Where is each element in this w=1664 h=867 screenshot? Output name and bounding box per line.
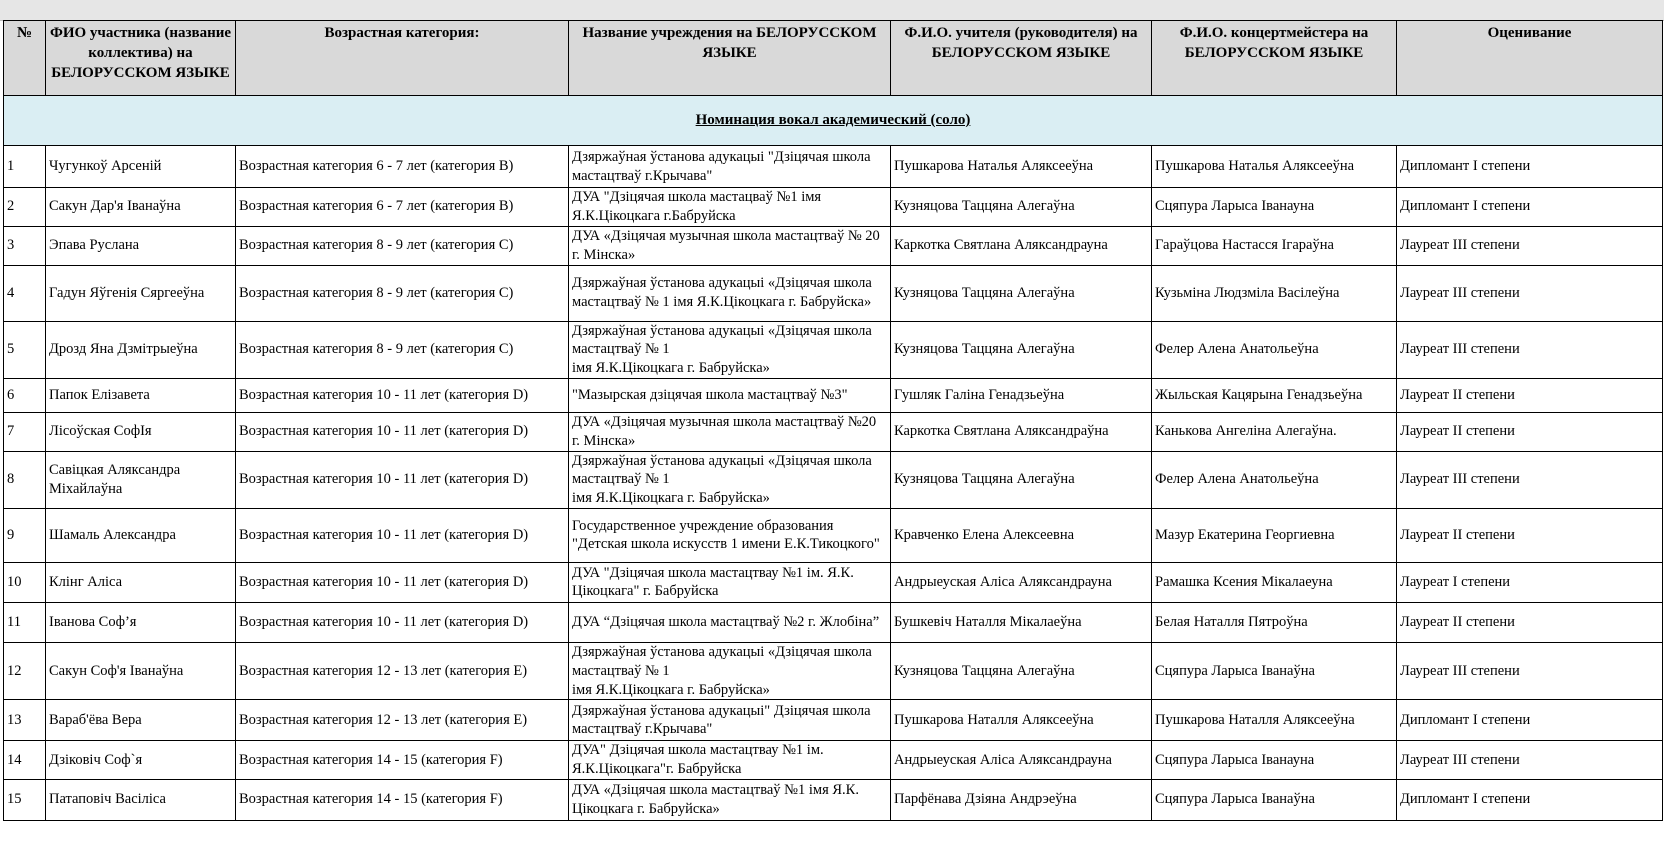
cell-evaluation: Дипломант I степени xyxy=(1397,188,1663,227)
cell-participant: Сакун Дар'я Іванаўна xyxy=(46,188,236,227)
cell-participant: Папок Елізавета xyxy=(46,378,236,412)
cell-age-category: Возрастная категория 12 - 13 лет (категория Е) xyxy=(236,700,569,741)
header-number: № xyxy=(4,21,46,96)
table-row xyxy=(4,779,1663,820)
cell-accompanist: Белая Наталля Пятроўна xyxy=(1152,602,1397,642)
cell-teacher: Кузняцова Таццяна Алегаўна xyxy=(891,188,1152,227)
cell-institution: ДУА "Дзіцячая школа мастацваў №1 імя Я.К.Цікоцкага г.Бабруйска xyxy=(569,188,891,227)
cell-institution: Дзяржаўная ўстанова адукацыі «Дзіцячая школа мастацтваў № 1 імя Я.К.Цікоцкага г. Бабруйска» xyxy=(569,451,891,508)
cell-number: 10 xyxy=(4,562,46,602)
cell-accompanist: Канькова Ангеліна Алегаўна. xyxy=(1152,412,1397,451)
cell-number: 5 xyxy=(4,321,46,378)
table-row xyxy=(4,378,1663,412)
cell-institution: ДУА «Дзіцячая школа мастацтваў №1 імя Я.К. Цікоцкага г. Бабруйска» xyxy=(569,779,891,820)
cell-participant: Чугункоў Арсеній xyxy=(46,146,236,188)
spreadsheet-top-strip xyxy=(0,0,1664,21)
header-institution: Название учреждения на БЕЛОРУССКОМ ЯЗЫКЕ xyxy=(569,21,891,96)
cell-age-category: Возрастная категория 12 - 13 лет (категория Е) xyxy=(236,642,569,699)
cell-institution: ДУА «Дзіцячая музычная школа мастацтваў №20 г. Мінска» xyxy=(569,412,891,451)
cell-participant: Клінг Аліса xyxy=(46,562,236,602)
cell-age-category: Возрастная категория 10 - 11 лет (категория D) xyxy=(236,412,569,451)
cell-accompanist: Сцяпура Ларыса Іванаўна xyxy=(1152,642,1397,699)
cell-participant: Лісоўская СофІя xyxy=(46,412,236,451)
cell-number: 13 xyxy=(4,700,46,741)
cell-accompanist: Сцяпура Ларыса Іванауна xyxy=(1152,741,1397,780)
cell-participant: Дзіковіч Соф`я xyxy=(46,741,236,780)
cell-institution: Дзяржаўная ўстанова адукацыі «Дзіцячая школа мастацтваў № 1 імя Я.К.Цікоцкага г. Бабруйска» xyxy=(569,321,891,378)
cell-teacher: Парфёнава Дзіяна Андрэеўна xyxy=(891,779,1152,820)
cell-participant: Іванова Соф’я xyxy=(46,602,236,642)
header-age-category: Возрастная категория: xyxy=(236,21,569,96)
table-row xyxy=(4,700,1663,741)
cell-number: 8 xyxy=(4,451,46,508)
header-evaluation: Оценивание xyxy=(1397,21,1663,96)
nomination-row xyxy=(4,96,1663,146)
cell-accompanist: Фелер Алена Анатольеўна xyxy=(1152,451,1397,508)
cell-age-category: Возрастная категория 10 - 11 лет (категория D) xyxy=(236,562,569,602)
cell-accompanist: Пушкарова Наталля Аляксееўна xyxy=(1152,700,1397,741)
cell-evaluation: Дипломант I степени xyxy=(1397,779,1663,820)
cell-accompanist: Пушкарова Наталья Аляксееўна xyxy=(1152,146,1397,188)
cell-evaluation: Лауреат III степени xyxy=(1397,741,1663,780)
cell-teacher: Андрыеуская Аліса Аляксандрауна xyxy=(891,741,1152,780)
cell-institution: Дзяржаўная ўстанова адукацыі" Дзіцячая школа мастацтваў г.Крычава" xyxy=(569,700,891,741)
results-table xyxy=(3,20,1663,821)
cell-teacher: Кузняцова Таццяна Алегаўна xyxy=(891,321,1152,378)
cell-institution: Государственное учреждение образования "Детская школа искусств 1 имени Е.К.Тикоцкого" xyxy=(569,508,891,562)
cell-number: 14 xyxy=(4,741,46,780)
cell-evaluation: Лауреат III степени xyxy=(1397,226,1663,265)
cell-number: 6 xyxy=(4,378,46,412)
cell-number: 11 xyxy=(4,602,46,642)
cell-age-category: Возрастная категория 14 - 15 (категория F) xyxy=(236,741,569,780)
cell-institution: "Мазырская дзіцячая школа мастацтваў №3" xyxy=(569,378,891,412)
cell-evaluation: Лауреат III степени xyxy=(1397,451,1663,508)
table-row xyxy=(4,146,1663,188)
cell-teacher: Кравченко Елена Алексеевна xyxy=(891,508,1152,562)
cell-participant: Патаповіч Васіліса xyxy=(46,779,236,820)
table-row xyxy=(4,188,1663,227)
cell-age-category: Возрастная категория 10 - 11 лет (категория D) xyxy=(236,451,569,508)
cell-age-category: Возрастная категория 10 - 11 лет (категория D) xyxy=(236,602,569,642)
sheet-bottom-area xyxy=(0,860,1664,867)
table-row xyxy=(4,412,1663,451)
table-row xyxy=(4,226,1663,265)
cell-age-category: Возрастная категория 8 - 9 лет (категория С) xyxy=(236,226,569,265)
header-participant: ФИО участника (название коллектива) на БЕЛОРУССКОМ ЯЗЫКЕ xyxy=(46,21,236,96)
table-row xyxy=(4,451,1663,508)
cell-evaluation: Дипломант I степени xyxy=(1397,146,1663,188)
cell-teacher: Пушкарова Наталья Аляксееўна xyxy=(891,146,1152,188)
cell-participant: Шамаль Александра xyxy=(46,508,236,562)
cell-teacher: Кузняцова Таццяна Алегаўна xyxy=(891,642,1152,699)
cell-accompanist: Кузьміна Людзміла Васілеўна xyxy=(1152,265,1397,321)
cell-teacher: Гушляк Галіна Генадзьеўна xyxy=(891,378,1152,412)
cell-number: 4 xyxy=(4,265,46,321)
header-row xyxy=(4,21,1663,96)
header-accompanist: Ф.И.О. концертмейстера на БЕЛОРУССКОМ ЯЗЫКЕ xyxy=(1152,21,1397,96)
cell-teacher: Андрыеуская Аліса Аляксандрауна xyxy=(891,562,1152,602)
cell-accompanist: Мазур Екатерина Георгиевна xyxy=(1152,508,1397,562)
cell-participant: Гадун Яўгенія Сяргееўна xyxy=(46,265,236,321)
cell-institution: ДУА" Дзіцячая школа мастацтвау №1 ім. Я.К.Цікоцкага"г. Бабруйска xyxy=(569,741,891,780)
cell-evaluation: Лауреат III степени xyxy=(1397,642,1663,699)
cell-evaluation: Лауреат III степени xyxy=(1397,321,1663,378)
cell-institution: ДУА «Дзіцячая музычная школа мастацтваў № 20 г. Мінска» xyxy=(569,226,891,265)
cell-institution: Дзяржаўная ўстанова адукацыі "Дзіцячая школа мастацтваў г.Крычава" xyxy=(569,146,891,188)
cell-number: 15 xyxy=(4,779,46,820)
cell-evaluation: Лауреат II степени xyxy=(1397,508,1663,562)
cell-participant: Сакун Соф'я Іванаўна xyxy=(46,642,236,699)
table-row xyxy=(4,741,1663,780)
cell-number: 1 xyxy=(4,146,46,188)
cell-age-category: Возрастная категория 14 - 15 (категория F) xyxy=(236,779,569,820)
header-teacher: Ф.И.О. учителя (руководителя) на БЕЛОРУССКОМ ЯЗЫКЕ xyxy=(891,21,1152,96)
cell-number: 2 xyxy=(4,188,46,227)
cell-number: 7 xyxy=(4,412,46,451)
table-row xyxy=(4,508,1663,562)
cell-evaluation: Лауреат II степени xyxy=(1397,412,1663,451)
cell-age-category: Возрастная категория 8 - 9 лет (категория С) xyxy=(236,265,569,321)
cell-evaluation: Дипломант I степени xyxy=(1397,700,1663,741)
cell-participant: Савіцкая Аляксандра Міхайлаўна xyxy=(46,451,236,508)
cell-evaluation: Лауреат II степени xyxy=(1397,378,1663,412)
cell-age-category: Возрастная категория 6 - 7 лет (категория В) xyxy=(236,146,569,188)
cell-age-category: Возрастная категория 6 - 7 лет (категория В) xyxy=(236,188,569,227)
cell-age-category: Возрастная категория 8 - 9 лет (категория С) xyxy=(236,321,569,378)
cell-accompanist: Гараўцова Настасся Ігараўна xyxy=(1152,226,1397,265)
cell-institution: ДУА "Дзіцячая школа мастацтвау №1 ім. Я.К. Цікоцкага" г. Бабруйска xyxy=(569,562,891,602)
table-row xyxy=(4,642,1663,699)
cell-teacher: Каркотка Святлана Аляксандрауна xyxy=(891,226,1152,265)
cell-age-category: Возрастная категория 10 - 11 лет (категория D) xyxy=(236,378,569,412)
table-row xyxy=(4,321,1663,378)
cell-institution: Дзяржаўная ўстанова адукацыі «Дзіцячая школа мастацтваў № 1 імя Я.К.Цікоцкага г. Бабруйска» xyxy=(569,265,891,321)
cell-number: 12 xyxy=(4,642,46,699)
cell-participant: Дрозд Яна Дзмітрыеўна xyxy=(46,321,236,378)
table-row xyxy=(4,265,1663,321)
cell-number: 9 xyxy=(4,508,46,562)
cell-participant: Эпава Руслана xyxy=(46,226,236,265)
cell-evaluation: Лауреат III степени xyxy=(1397,265,1663,321)
cell-institution: ДУА “Дзіцячая школа мастацтваў №2 г. Жлобіна” xyxy=(569,602,891,642)
cell-teacher: Пушкарова Наталля Аляксееўна xyxy=(891,700,1152,741)
cell-institution: Дзяржаўная ўстанова адукацыі «Дзіцячая школа мастацтваў № 1 імя Я.К.Цікоцкага г. Бабруйска» xyxy=(569,642,891,699)
cell-teacher: Кузняцова Таццяна Алегаўна xyxy=(891,451,1152,508)
cell-accompanist: Сцяпура Ларыса Іванауна xyxy=(1152,188,1397,227)
cell-evaluation: Лауреат I степени xyxy=(1397,562,1663,602)
cell-accompanist: Фелер Алена Анатольеўна xyxy=(1152,321,1397,378)
nomination-title: Номинация вокал академический (соло) xyxy=(4,96,1663,146)
cell-accompanist: Сцяпура Ларыса Іванаўна xyxy=(1152,779,1397,820)
cell-accompanist: Рамашка Ксения Мікалаеуна xyxy=(1152,562,1397,602)
cell-age-category: Возрастная категория 10 - 11 лет (категория D) xyxy=(236,508,569,562)
cell-accompanist: Жыльская Кацярына Генадзьеўна xyxy=(1152,378,1397,412)
cell-evaluation: Лауреат II степени xyxy=(1397,602,1663,642)
cell-teacher: Бушкевіч Наталля Мікалаеўна xyxy=(891,602,1152,642)
cell-teacher: Каркотка Святлана Аляксандраўна xyxy=(891,412,1152,451)
table-row xyxy=(4,562,1663,602)
table-row xyxy=(4,602,1663,642)
cell-teacher: Кузняцова Таццяна Алегаўна xyxy=(891,265,1152,321)
cell-number: 3 xyxy=(4,226,46,265)
cell-participant: Вараб'ёва Вера xyxy=(46,700,236,741)
